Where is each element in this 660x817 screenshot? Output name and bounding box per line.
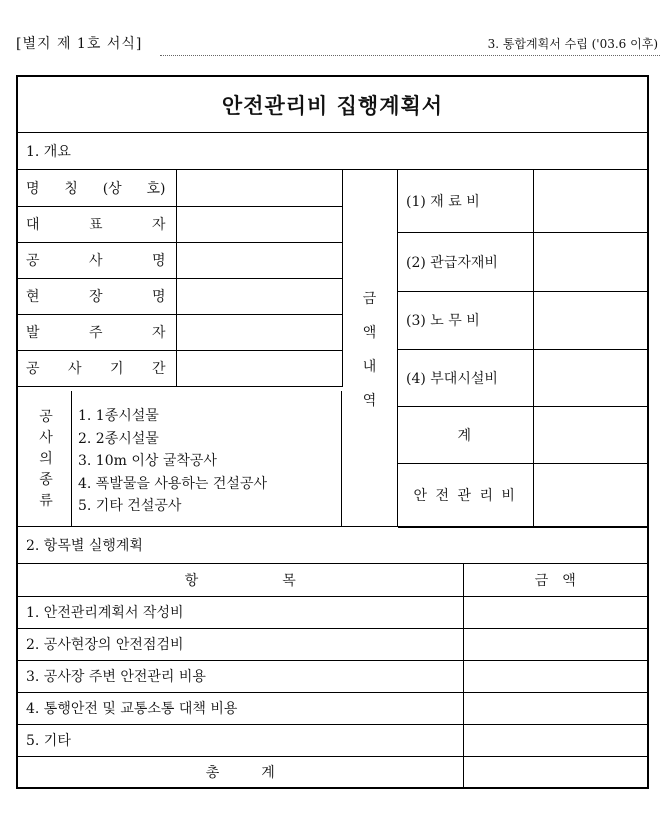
table-row: [18, 724, 647, 756]
field-value-representative[interactable]: [176, 206, 342, 242]
form-title: 안전관리비 집행계획서: [18, 77, 647, 133]
table-total-row: [18, 756, 647, 788]
cost-breakdown-table: [398, 170, 649, 528]
header-rule: [160, 55, 660, 56]
table-row: [398, 232, 649, 291]
table-row: [18, 628, 647, 660]
list-item: 4. 폭발물을 사용하는 건설공사: [78, 475, 267, 492]
table-row: [18, 278, 342, 314]
table-row: [398, 170, 649, 232]
cost-value-labor[interactable]: [533, 291, 649, 349]
field-label-site-name: 현 장 명: [18, 278, 176, 314]
column-header-amount: 금 액: [463, 564, 647, 596]
field-label-name: 명 칭 (상 호): [18, 170, 176, 206]
item-amount[interactable]: [463, 660, 647, 692]
list-item: 1. 1종시설물: [78, 408, 159, 424]
item-label: 3. 공사장 주변 안전관리 비용: [18, 660, 463, 692]
field-value-client[interactable]: [176, 314, 342, 350]
item-label: 2. 공사현장의 안전점검비: [18, 628, 463, 660]
field-value-project-name[interactable]: [176, 242, 342, 278]
table-header-row: [18, 564, 647, 596]
item-label: 5. 기타: [18, 724, 463, 756]
field-label-client: 발 주 자: [18, 314, 176, 350]
total-label: 총 계: [18, 756, 463, 788]
list-item: 3. 10m 이상 굴착공사: [78, 453, 217, 469]
header-note: 3. 통합계획서 수립 ('03.6 이후): [487, 37, 658, 51]
table-row: [398, 291, 649, 349]
cost-label-facilities: (4) 부대시설비: [398, 349, 533, 406]
field-value-site-name[interactable]: [176, 278, 342, 314]
field-label-period: 공 사 기 간: [18, 350, 176, 386]
list-item: 5. 기타 건설공사: [78, 498, 182, 514]
overview-fields-table: [18, 170, 343, 387]
table-row: [18, 242, 342, 278]
item-amount[interactable]: [463, 628, 647, 660]
section2-heading: 2. 항목별 실행계획: [18, 527, 647, 564]
table-row: [398, 406, 649, 463]
cost-label-safety-management: 안 전 관 리 비: [398, 463, 533, 527]
cost-value-facilities[interactable]: [533, 349, 649, 406]
cost-value-materials[interactable]: [533, 170, 649, 232]
divider: [71, 391, 72, 527]
table-row: [18, 596, 647, 628]
project-kinds-label: 공 사 의 종 류: [39, 408, 53, 509]
item-amount[interactable]: [463, 596, 647, 628]
cost-value-safety-management[interactable]: [533, 463, 649, 527]
project-kinds-list: [78, 405, 267, 518]
item-plan-table: [18, 564, 647, 788]
cost-label-subtotal: 계: [398, 406, 533, 463]
cost-value-supplied-materials[interactable]: [533, 232, 649, 291]
field-label-project-name: 공 사 명: [18, 242, 176, 278]
field-value-name[interactable]: [176, 170, 342, 206]
table-row: [18, 660, 647, 692]
item-amount[interactable]: [463, 724, 647, 756]
column-header-item: 항 목: [18, 564, 463, 596]
list-item: 2. 2종시설물: [78, 430, 159, 447]
form-frame: [16, 75, 649, 789]
table-row: [398, 349, 649, 406]
table-row: [18, 350, 342, 386]
overview-section: [18, 170, 647, 527]
item-label: 1. 안전관리계획서 작성비: [18, 596, 463, 628]
table-row: [398, 463, 649, 527]
table-row: [18, 170, 342, 206]
section1-heading: 1. 개요: [18, 133, 647, 170]
table-row: [18, 314, 342, 350]
amount-breakdown-label: 금 액 내 역: [342, 170, 398, 527]
item-amount[interactable]: [463, 692, 647, 724]
table-row: [18, 206, 342, 242]
cost-value-subtotal[interactable]: [533, 406, 649, 463]
cost-label-labor: (3) 노 무 비: [398, 291, 533, 349]
form-label: [별지 제 1호 서식]: [16, 36, 143, 52]
cost-label-supplied-materials: (2) 관급자재비: [398, 232, 533, 291]
item-label: 4. 통행안전 및 교통소통 대책 비용: [18, 692, 463, 724]
table-row: [18, 692, 647, 724]
field-label-representative: 대 표 자: [18, 206, 176, 242]
total-amount[interactable]: [463, 756, 647, 788]
cost-label-materials: (1) 재 료 비: [398, 170, 533, 232]
field-value-period[interactable]: [176, 350, 342, 386]
project-kinds-box: [18, 391, 342, 527]
